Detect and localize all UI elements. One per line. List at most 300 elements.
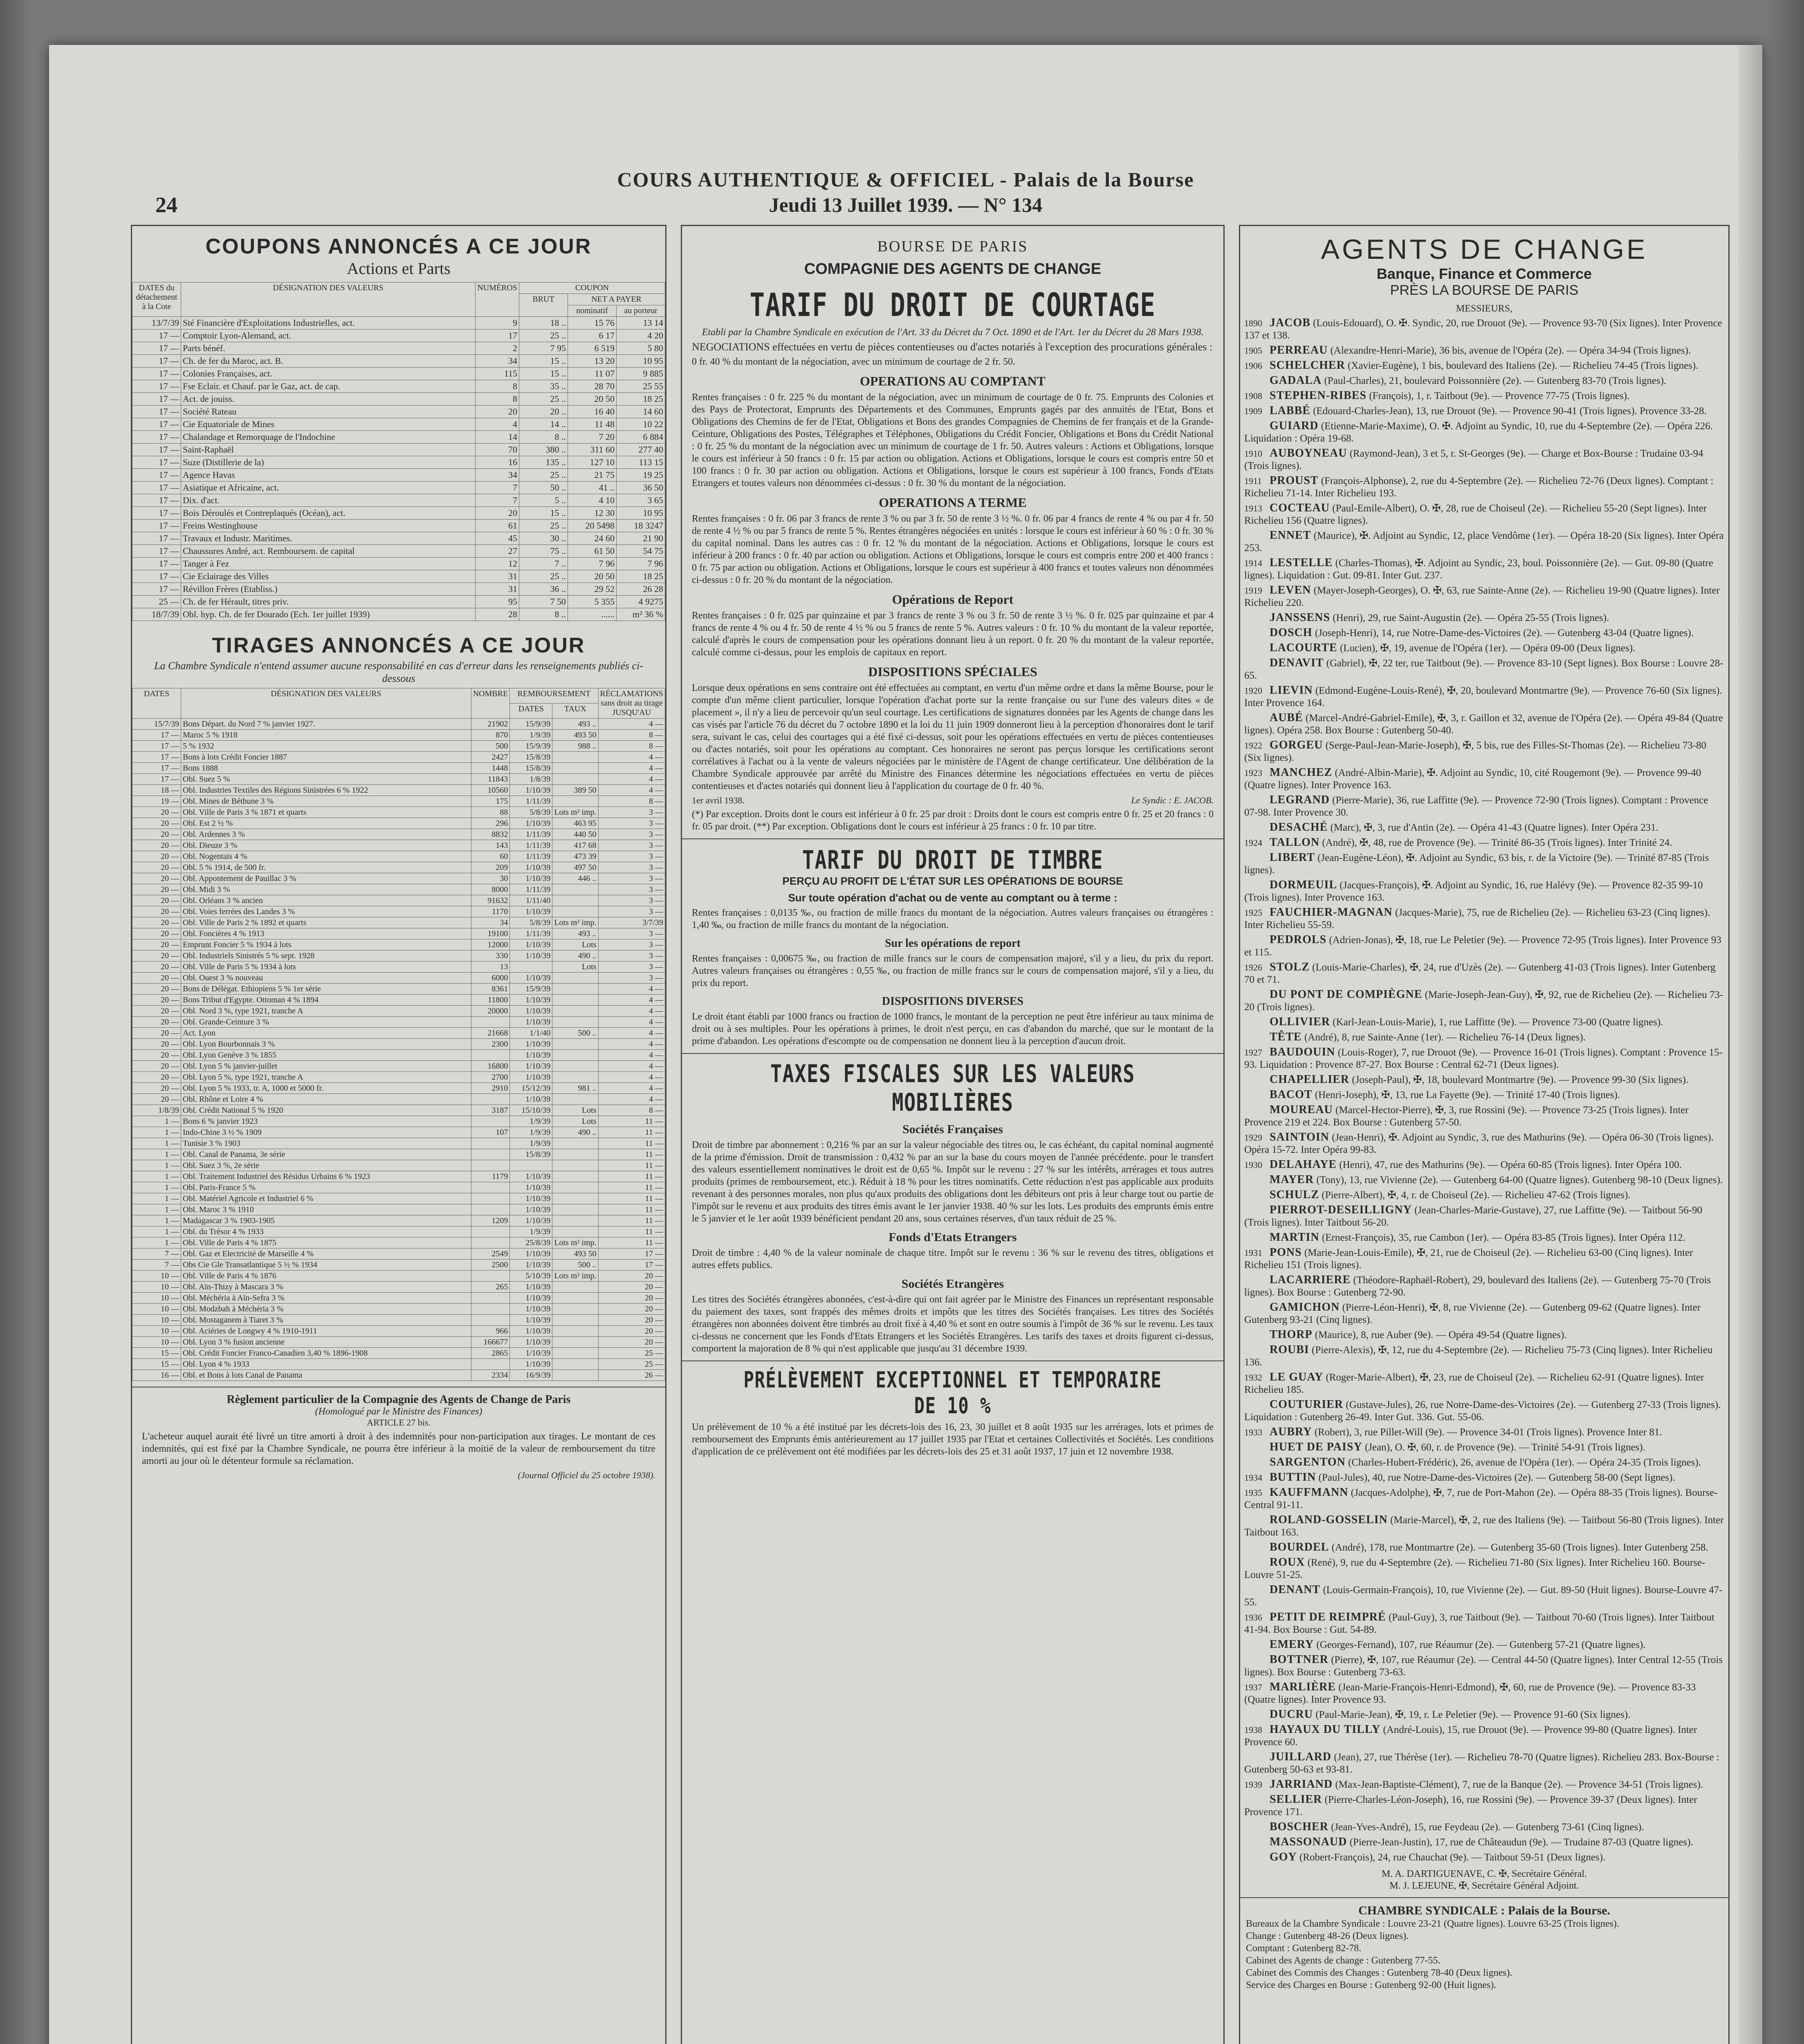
- tirage-date: 20 —: [132, 1017, 181, 1028]
- coupon-num: 31: [476, 583, 519, 596]
- tirages-head-dates: DATES: [132, 688, 181, 719]
- coupon-brut: 25 ..: [519, 393, 568, 406]
- chambre-lines: [1240, 1918, 1728, 1991]
- newspaper-page: [49, 45, 1762, 2044]
- agent-entry: [1244, 1074, 1724, 1086]
- coupon-brut: 35 ..: [519, 380, 568, 393]
- tirage-date: 20 —: [132, 1006, 181, 1017]
- tirage-name: Obl. Crédit Foncier Franco-Canadien 3,40 % 1896-1908: [181, 1348, 471, 1359]
- agent-name: PETIT DE REIMPRÉ: [1270, 1611, 1386, 1623]
- tirage-taux: [552, 1006, 598, 1017]
- coupon-row: [132, 507, 665, 520]
- tirage-taux: [552, 1293, 598, 1304]
- tirage-taux: [552, 763, 598, 774]
- coupon-nom: ......: [568, 608, 617, 621]
- coupon-num: 14: [476, 431, 519, 444]
- agent-name: LACOURTE: [1270, 641, 1337, 654]
- coupon-brut: 50 ..: [519, 482, 568, 494]
- tirage-row: [132, 950, 665, 961]
- agent-detail: (André), 8, rue Sainte-Anne (1er). — Richelieu 76-14 (Deux lignes).: [1304, 1032, 1586, 1043]
- agent-year: 1930: [1244, 1160, 1262, 1170]
- tirage-recl: 8 —: [598, 730, 665, 741]
- tirage-name: Obl. Midi 3 %: [181, 884, 471, 895]
- tirages-head-rdates: DATES: [510, 704, 552, 719]
- tirage-row: [132, 818, 665, 829]
- tirage-nombre: 6000: [471, 973, 510, 984]
- tirage-date: 20 —: [132, 961, 181, 973]
- agent-year: 1926: [1244, 962, 1262, 973]
- tirage-recl: 11 —: [598, 1138, 665, 1149]
- agent-year: 1914: [1244, 558, 1262, 568]
- coupon-nom: 311 60: [568, 444, 617, 456]
- coupon-port: 113 15: [617, 456, 665, 469]
- agent-year: 1931: [1244, 1248, 1262, 1258]
- agent-name: SCHULZ: [1270, 1188, 1319, 1201]
- agent-entry: [1244, 1016, 1724, 1029]
- tirages-head-designation: DÉSIGNATION DES VALEURS: [181, 688, 471, 719]
- tirage-date: 20 —: [132, 973, 181, 984]
- tarif-negociations: NEGOCIATIONS effectuées en vertu de pièces contentieuses ou d'actes notariés à l'exception des procurations générales :: [692, 341, 1213, 353]
- agent-entry: [1244, 836, 1724, 849]
- coupon-row: [132, 456, 665, 469]
- coupon-row: [132, 393, 665, 406]
- coupon-name: Obl. hyp. Ch. de fer Dourado (Ech. 1er juillet 1939): [181, 608, 476, 621]
- tirage-taux: 440 50: [552, 829, 598, 840]
- tirage-nombre: 1448: [471, 763, 510, 774]
- agent-year: 1910: [1244, 448, 1262, 459]
- tirage-taux: 497 50: [552, 862, 598, 873]
- coupon-num: 27: [476, 545, 519, 558]
- tirage-taux: [552, 973, 598, 984]
- tirage-row: [132, 1204, 665, 1215]
- coupon-num: 45: [476, 532, 519, 545]
- tirage-rdate: 1/1/40: [510, 1028, 552, 1039]
- coupon-row: [132, 317, 665, 329]
- tirages-head-nombre: NOMBRE: [471, 688, 510, 719]
- agent-entry: [1244, 1131, 1724, 1156]
- agent-entry: [1244, 1638, 1724, 1651]
- tirage-nombre: 500: [471, 741, 510, 752]
- coupon-num: 34: [476, 469, 519, 482]
- agent-year: 1939: [1244, 1780, 1262, 1790]
- tirage-nombre: 10560: [471, 785, 510, 796]
- agent-name: DENAVIT: [1270, 657, 1324, 669]
- agent-detail: (Paul-Charles), 21, boulevard Poissonnière (2e). — Gutenberg 83-70 (Trois lignes).: [1324, 375, 1667, 386]
- tirage-recl: 3 —: [598, 928, 665, 939]
- tirage-nombre: 1179: [471, 1171, 510, 1182]
- tirage-name: Obl. Ville de Paris 4 % 1875: [181, 1237, 471, 1248]
- agent-entry: [1244, 374, 1724, 387]
- coupon-nom: 20 50: [568, 570, 617, 583]
- coupon-name: Asiatique et Africaine, act.: [181, 482, 476, 494]
- tarif-syndic: Le Syndic : E. JACOB.: [1131, 795, 1214, 805]
- tirage-rdate: 1/11/39: [510, 884, 552, 895]
- tarif-date: 1er avril 1938.: [692, 795, 745, 805]
- agent-name: BOTTNER: [1270, 1653, 1328, 1666]
- masthead-date: Jeudi 13 Juillet 1939. — N° 134: [769, 193, 1043, 216]
- coupon-date: 17 —: [132, 368, 181, 380]
- coupons-rows: [132, 317, 665, 621]
- agent-name: LIBERT: [1270, 851, 1315, 864]
- tirage-nombre: 20000: [471, 1006, 510, 1017]
- agent-year: 1911: [1244, 476, 1262, 486]
- tirage-name: Obl. Matériel Agricole et Industriel 6 %: [181, 1193, 471, 1204]
- coupon-row: [132, 583, 665, 596]
- agent-entry: [1244, 1851, 1724, 1864]
- agent-detail: (Joseph-Henri), 14, rue Notre-Dame-des-Victoires (2e). — Gutenberg 43-04 (Quatre lignes).: [1315, 628, 1694, 639]
- tirage-rdate: 1/10/39: [510, 1282, 552, 1293]
- timbre-subtitle: PERÇU AU PROFIT DE L'ÉTAT SUR LES OPÉRATIONS DE BOURSE: [782, 875, 1123, 887]
- coupon-date: 17 —: [132, 418, 181, 431]
- etrangeres-title: Sociétés Etrangères: [901, 1277, 1004, 1291]
- agent-name: DU PONT DE COMPIÈGNE: [1270, 988, 1423, 1001]
- coupon-name: Tanger à Fez: [181, 558, 476, 570]
- agent-name: MOUREAU: [1270, 1103, 1333, 1116]
- coupon-port: 277 40: [617, 444, 665, 456]
- tirage-row: [132, 984, 665, 995]
- tirage-taux: Lots m² imp.: [552, 917, 598, 928]
- agents-subtitle2: PRÈS LA BOURSE DE PARIS: [1390, 282, 1579, 298]
- tirage-recl: 3 —: [598, 851, 665, 862]
- agent-year: 1909: [1244, 406, 1262, 416]
- tirage-name: Obl. Suez 5 %: [181, 774, 471, 785]
- agent-entry: [1244, 1031, 1724, 1044]
- tirages-title: TIRAGES ANNONCÉS A CE JOUR: [212, 634, 586, 657]
- coupon-nom: 12 30: [568, 507, 617, 520]
- coupon-row: [132, 469, 665, 482]
- tirage-taux: Lots m² imp.: [552, 1237, 598, 1248]
- tirage-nombre: 11843: [471, 774, 510, 785]
- coupons-head-net: NET A PAYER: [568, 294, 665, 305]
- coupon-brut: 5 ..: [519, 494, 568, 507]
- agent-detail: (François-Alphonse), 2, rue du 4-Septembre (2e). — Richelieu 72-76 (Deux lignes). Comptant : Richelieu 71-14. Inter Richelieu 193.: [1244, 475, 1714, 499]
- agent-detail: (Jean-Yves-André), 15, rue Feydeau (2e). — Gutenberg 73-61 (Cinq lignes).: [1331, 1822, 1644, 1833]
- coupons-head-nominatif: nominatif: [568, 305, 617, 317]
- agent-name: MARTIN: [1270, 1231, 1319, 1244]
- tirage-nombre: 966: [471, 1326, 510, 1337]
- tirage-row: [132, 906, 665, 917]
- agent-year: 1932: [1244, 1372, 1262, 1383]
- tirage-recl: 4 —: [598, 984, 665, 995]
- tarif-note: (*) Par exception. Droits dont le cours est inférieur à 0 fr. 25 par droit : Droits dont le cours est compris entre 0 fr. 25 et 20 francs : 0 fr. 05 par droit. (**) Par exception. Obligations dont le cours est inférieur à 25 francs : 0 fr. 10 par titre.: [692, 809, 1214, 832]
- tirage-date: 1 —: [132, 1138, 181, 1149]
- agent-entry: [1244, 1584, 1724, 1609]
- agent-detail: (Pierre), ✠, 107, rue Réaumur (2e). — Central 44-50 (Quatre lignes). Inter Central 12-55 (Trois lignes). Box Bourse : Gutenberg 73-63.: [1244, 1654, 1723, 1678]
- tirages-subtitle: La Chambre Syndicale n'entend assumer aucune responsabilité en cas d'erreur dans les renseignements publiés ci-dessous: [154, 660, 643, 684]
- agent-year: 1924: [1244, 838, 1262, 848]
- tirage-name: Obl. Ville de Paris 3 % 1871 et quarts: [181, 807, 471, 818]
- agent-entry: [1244, 1174, 1724, 1186]
- agent-detail: (Théodore-Raphaël-Robert), 29, boulevard des Italiens (2e). — Gutenberg 75-70 (Trois lignes). Box Bourse : Gutenberg 72-90.: [1244, 1275, 1711, 1298]
- agent-detail: (Adrien-Jonas), ✠, 18, rue Le Peletier (9e). — Provence 72-95 (Trois lignes). Inter Provence 93 et 115.: [1244, 935, 1721, 958]
- tirage-taux: Lots: [552, 1116, 598, 1127]
- agent-entry: [1244, 934, 1724, 959]
- agent-name: DORMEUIL: [1270, 879, 1337, 891]
- coupon-brut: 25 ..: [519, 329, 568, 342]
- agent-detail: (Louis-Germain-François), 10, rue Vivienne (2e). — Gut. 89-50 (Huit lignes). Bourse-Louvre 47-55.: [1244, 1585, 1723, 1608]
- agent-name: COCTEAU: [1270, 502, 1330, 514]
- tirage-row: [132, 1083, 665, 1094]
- coupon-num: 8: [476, 393, 519, 406]
- coupon-nom: 29 52: [568, 583, 617, 596]
- tirage-rdate: 1/10/39: [510, 1315, 552, 1326]
- tirage-date: 20 —: [132, 906, 181, 917]
- tirage-row: [132, 1061, 665, 1072]
- coupons-title: COUPONS ANNONCÉS A CE JOUR: [205, 235, 592, 258]
- tirage-recl: 4 —: [598, 1072, 665, 1083]
- tirage-date: 1 —: [132, 1182, 181, 1193]
- agent-entry: [1244, 420, 1724, 445]
- coupon-nom: 127 10: [568, 456, 617, 469]
- coupon-brut: 25 ..: [519, 520, 568, 532]
- tirage-recl: 11 —: [598, 1226, 665, 1237]
- coupon-name: Chaussures André, act. Remboursem. de capital: [181, 545, 476, 558]
- agent-detail: (Marie-Jean-Louis-Emile), ✠, 21, rue de Choiseul (2e). — Richelieu 63-00 (Cinq lignes). Inter Richelieu 151 (Trois lignes).: [1244, 1247, 1693, 1271]
- agent-detail: (Roger-Marie-Albert), ✠, 23, rue de Choiseul (2e). — Richelieu 62-91 (Quatre lignes). Inter Richelieu 185.: [1244, 1372, 1704, 1395]
- coupon-nom: 20 50: [568, 393, 617, 406]
- coupon-row: [132, 545, 665, 558]
- coupon-date: 17 —: [132, 329, 181, 342]
- tirage-nombre: [471, 1094, 510, 1105]
- coupon-name: Agence Havas: [181, 469, 476, 482]
- coupon-port: 18 3247: [617, 520, 665, 532]
- tirage-taux: [552, 1017, 598, 1028]
- agent-detail: (Paul-Guy), 3, rue Taitbout (9e). — Taitbout 70-60 (Trois lignes). Inter Taitbout 41-94. Box Bourse : Gut. 54-89.: [1244, 1612, 1715, 1635]
- coupon-name: Sté Financière d'Exploitations Industrielles, act.: [181, 317, 476, 329]
- agent-entry: [1244, 529, 1724, 554]
- tirage-row: [132, 1072, 665, 1083]
- chambre-line: Bureaux de la Chambre Syndicale : Louvre 23-21 (Quatre lignes). Louvre 63-25 (Trois lignes).: [1246, 1918, 1619, 1929]
- agent-detail: (Paul-Emile-Albert), O. ✠, 28, rue de Choiseul (2e). — Richelieu 55-20 (Sept lignes). Inter Richelieu 156 (Quatre lignes).: [1244, 503, 1707, 526]
- tirage-row: [132, 873, 665, 884]
- tirage-row: [132, 1094, 665, 1105]
- tirage-nombre: 60: [471, 851, 510, 862]
- tirage-date: 20 —: [132, 884, 181, 895]
- tirage-taux: [552, 1226, 598, 1237]
- tirage-taux: 446 ..: [552, 873, 598, 884]
- agent-entry: [1244, 1456, 1724, 1469]
- coupon-date: 13/7/39: [132, 317, 181, 329]
- agent-entry: [1244, 879, 1724, 904]
- coupon-brut: 30 ..: [519, 532, 568, 545]
- tirage-nombre: [471, 1293, 510, 1304]
- agent-name: AUBOYNEAU: [1270, 447, 1347, 459]
- tirage-taux: 493 ..: [552, 928, 598, 939]
- etats-text: Droit de timbre : 4,40 % de la valeur nominale de chaque titre. Impôt sur le revenu : 36 % sur le revenu des titres, obligations et autres effets publics.: [692, 1248, 1214, 1271]
- agent-entry: [1244, 557, 1724, 582]
- tirage-recl: 11 —: [598, 1127, 665, 1138]
- agent-entry: [1244, 1541, 1724, 1554]
- tirage-date: 1 —: [132, 1226, 181, 1237]
- tirage-nombre: [471, 1304, 510, 1315]
- coupon-brut: 15 ..: [519, 368, 568, 380]
- tirage-name: Obl. Maroc 3 % 1910: [181, 1204, 471, 1215]
- tirage-recl: 4 —: [598, 1083, 665, 1094]
- tirage-recl: 4 —: [598, 995, 665, 1006]
- tirage-date: 1 —: [132, 1215, 181, 1226]
- tirage-taux: [552, 1160, 598, 1171]
- tirage-taux: 473 39: [552, 851, 598, 862]
- speciales-text: Lorsque deux opérations en sens contraire ont été effectuées au comptant, en vertu d'un même ordre et dans la même Bourse, pour le compte d'un même client particulier, lorsque l'opération d'achat porte sur la rente française ou sur l'une des valeurs dites « de placement », il n'y a lieu de percevoir qu'un seul courtage. Les certifications de signatures données par les Agents de change dans les cas visés par l'article 76 du décret du 7 octobre 1890 et la loi du 11 juin 1909 donneront lieu à la perception d'honoraires dont le tarif sera, suivant le cas, celui des courtages qui a été fixé ci-dessus, soit pour les opérations effectuées en vertu de pièces contentieuses ou d'actes notariés, soit pour les opérations au comptant. Ces honoraires ne seront pas perçus lorsque les certifications seront corrélatives à l'achat ou à la vente de valeurs négociées par le ministère de l'Agent de change certificateur. Une délibération de la Chambre Syndicale approuvée par arrêté du Ministre des Finances détermine les négociations effectuées en vertu de pièces contentieuses et d'actes notariés qui donnent lieu à l'application du courtage de 0 fr. 40 %.: [692, 683, 1214, 791]
- tirage-date: 15 —: [132, 1359, 181, 1370]
- timbre-text3: Le droit étant établi par 1000 francs ou fraction de 1000 francs, le montant de la perception ne peut être inférieur au taux minima de droit ou à ses multiples. Pour les opérations à primes, le droit n'est perçu, en cas d'abandon du marché, que sur le montant de la prime d'abandon. Les opérations d'escompte ou de compensation ne donnent lieu à la perception d'aucun droit.: [692, 1011, 1214, 1047]
- tirage-nombre: [471, 1017, 510, 1028]
- tirage-name: 5 % 1932: [181, 741, 471, 752]
- tirage-rdate: 1/10/39: [510, 973, 552, 984]
- tirage-name: Obl. Est 2 ½ %: [181, 818, 471, 829]
- tirage-recl: 8 —: [598, 1105, 665, 1116]
- tirage-taux: 389 50: [552, 785, 598, 796]
- tirages-table: [132, 688, 665, 1381]
- tirage-taux: 493 50: [552, 730, 598, 741]
- coupon-date: 17 —: [132, 342, 181, 355]
- tirage-name: Obl. Lyon 5 % janvier-juillet: [181, 1061, 471, 1072]
- tirage-rdate: 5/8/39: [510, 917, 552, 928]
- tirage-nombre: 12000: [471, 939, 510, 950]
- tirage-taux: Lots: [552, 1105, 598, 1116]
- tirage-rdate: 1/10/39: [510, 1039, 552, 1050]
- tirage-name: Madagascar 3 % 1903-1905: [181, 1215, 471, 1226]
- tirage-date: 20 —: [132, 984, 181, 995]
- tirage-taux: [552, 895, 598, 906]
- coupon-port: 19 25: [617, 469, 665, 482]
- agents-title: AGENTS DE CHANGE: [1321, 234, 1648, 265]
- tirage-taux: [552, 1050, 598, 1061]
- tirage-name: Maroc 5 % 1918: [181, 730, 471, 741]
- tirage-nombre: 91632: [471, 895, 510, 906]
- tirage-nombre: [471, 1315, 510, 1326]
- tirage-row: [132, 973, 665, 984]
- tirage-rdate: 1/10/39: [510, 1171, 552, 1182]
- column-agents: [1239, 225, 1730, 2044]
- tirage-name: Obl. Lyon 4 % 1933: [181, 1359, 471, 1370]
- coupons-head-numeros: NUMÉROS: [476, 282, 519, 317]
- tirage-rdate: 1/11/39: [510, 829, 552, 840]
- tirage-nombre: 209: [471, 862, 510, 873]
- coupon-brut: 8 ..: [519, 431, 568, 444]
- tirage-name: Obl. Lyon Bourbonnais 3 %: [181, 1039, 471, 1050]
- francaises-title: Sociétés Françaises: [902, 1123, 1003, 1136]
- coupon-row: [132, 558, 665, 570]
- tirage-recl: 3 —: [598, 961, 665, 973]
- tirage-nombre: [471, 1237, 510, 1248]
- tirage-rdate: 15/8/39: [510, 1149, 552, 1160]
- tirage-recl: 3 —: [598, 873, 665, 884]
- coupon-date: 17 —: [132, 431, 181, 444]
- tarif-negociations-text: 0 fr. 40 % du montant de la négociation, avec un minimum de courtage de 2 fr. 50.: [692, 356, 1016, 367]
- agent-name: DENANT: [1270, 1583, 1321, 1596]
- taxes-title: TAXES FISCALES SUR LES VALEURS MOBILIÈRES: [770, 1060, 1135, 1117]
- agent-entry: [1244, 794, 1724, 819]
- coupon-name: Chalandage et Remorquage de l'Indochine: [181, 431, 476, 444]
- tirage-recl: 20 —: [598, 1271, 665, 1282]
- coupon-row: [132, 355, 665, 368]
- tirage-recl: 11 —: [598, 1160, 665, 1171]
- tirage-name: Tunisie 3 % 1903: [181, 1138, 471, 1149]
- page-edge: [1738, 45, 1762, 2044]
- agent-entry: [1244, 1104, 1724, 1129]
- tirage-date: 15/7/39: [132, 719, 181, 730]
- agent-name: GOY: [1270, 1851, 1297, 1863]
- agent-name: DELAHAYE: [1270, 1158, 1337, 1171]
- tirage-nombre: 3187: [471, 1105, 510, 1116]
- tirage-recl: 3 —: [598, 895, 665, 906]
- tirage-rdate: 15/8/39: [510, 763, 552, 774]
- tirage-recl: 11 —: [598, 1237, 665, 1248]
- agent-name: SAINTOIN: [1270, 1131, 1329, 1143]
- tirage-taux: [552, 884, 598, 895]
- agent-year: 1923: [1244, 768, 1262, 778]
- tirage-nombre: 8832: [471, 829, 510, 840]
- tirage-taux: 490 ..: [552, 1127, 598, 1138]
- tirage-recl: 3 —: [598, 862, 665, 873]
- tirage-taux: Lots m² imp.: [552, 1271, 598, 1282]
- coupon-nom: 15 76: [568, 317, 617, 329]
- agent-entry: [1244, 1426, 1724, 1439]
- tirage-row: [132, 1359, 665, 1370]
- agent-detail: (Edmond-Eugène-Louis-René), ✠, 20, boulevard Montmartre (9e). — Provence 76-60 (Six lignes). Inter Provence 164.: [1244, 685, 1722, 708]
- prelevement-text: Un prélèvement de 10 % a été institué par les décrets-lois des 16, 23, 30 juillet et 8 août 1935 sur les arrérages, lots et primes de remboursement des Emprunts émis antérieurement au 17 juillet 1935 par l'Etat et certaines Collectivités et Sociétés. Les conditions d'application de ce prélèvement ont été modifiées par les décrets-lois des 25 et 31 août 1937, 17 juin et 12 novembre 1938.: [692, 1422, 1214, 1457]
- tirage-rdate: 1/10/39: [510, 1304, 552, 1315]
- tirage-recl: 11 —: [598, 1171, 665, 1182]
- tirage-name: Obl. du Trésor 4 % 1933: [181, 1226, 471, 1237]
- tirage-row: [132, 1271, 665, 1282]
- agent-detail: (Marie-Joseph-Jean-Guy), ✠, 92, rue de Richelieu (2e). — Richelieu 73-20 (Trois lignes).: [1244, 989, 1723, 1013]
- agents-messieurs: MESSIEURS,: [1456, 303, 1513, 314]
- tirage-recl: 4 —: [598, 763, 665, 774]
- agent-entry: [1244, 502, 1724, 527]
- tirage-rdate: [510, 961, 552, 973]
- tirage-row: [132, 1116, 665, 1127]
- coupon-date: 17 —: [132, 545, 181, 558]
- reglement-source: (Journal Officiel du 25 octobre 1938).: [518, 1470, 655, 1480]
- tirage-date: 20 —: [132, 1061, 181, 1072]
- coupon-port: 36 50: [617, 482, 665, 494]
- coupon-num: 7: [476, 494, 519, 507]
- agent-name: LEVEN: [1270, 584, 1311, 596]
- tirage-date: 7 —: [132, 1260, 181, 1271]
- tirage-rdate: 25/8/39: [510, 1237, 552, 1248]
- agents-subtitle: Banque, Finance et Commerce: [1376, 265, 1592, 282]
- tirage-row: [132, 1237, 665, 1248]
- tirage-nombre: 2300: [471, 1039, 510, 1050]
- tirage-rdate: 1/11/40: [510, 895, 552, 906]
- tirage-taux: [552, 906, 598, 917]
- tirage-recl: 11 —: [598, 1204, 665, 1215]
- chambre-line: Service des Charges en Bourse : Gutenberg 92-00 (Huit lignes).: [1246, 1980, 1497, 1990]
- tirage-nombre: 870: [471, 730, 510, 741]
- tirage-taux: [552, 1138, 598, 1149]
- tirage-name: Act. Lyon: [181, 1028, 471, 1039]
- agent-entry: [1244, 1046, 1724, 1071]
- coupon-date: 17 —: [132, 558, 181, 570]
- coupon-num: 34: [476, 355, 519, 368]
- tirage-nombre: [471, 1149, 510, 1160]
- agent-detail: (Marcel-Hector-Pierre), ✠, 3, rue Rossini (9e). — Provence 73-25 (Trois lignes). Inter Provence 219 et 224. Box Bourse : Gutenberg 57-50.: [1244, 1105, 1689, 1128]
- tirage-nombre: 1170: [471, 906, 510, 917]
- agent-entry: [1244, 1751, 1724, 1776]
- agent-detail: (Jean-Marie-François-Henri-Edmond), ✠, 60, rue de Provence (9e). — Provence 83-33 (Quatre lignes). Inter Provence 93.: [1244, 1682, 1696, 1705]
- tirage-nombre: [471, 1204, 510, 1215]
- agent-entry: [1244, 1246, 1724, 1271]
- coupon-name: Travaux et Industr. Maritimes.: [181, 532, 476, 545]
- tirage-row: [132, 1028, 665, 1039]
- tirage-rdate: 1/10/39: [510, 818, 552, 829]
- coupon-port: 14 60: [617, 406, 665, 418]
- agent-name: LIEVIN: [1270, 684, 1313, 697]
- agent-entry: [1244, 988, 1724, 1013]
- tirage-nombre: 175: [471, 796, 510, 807]
